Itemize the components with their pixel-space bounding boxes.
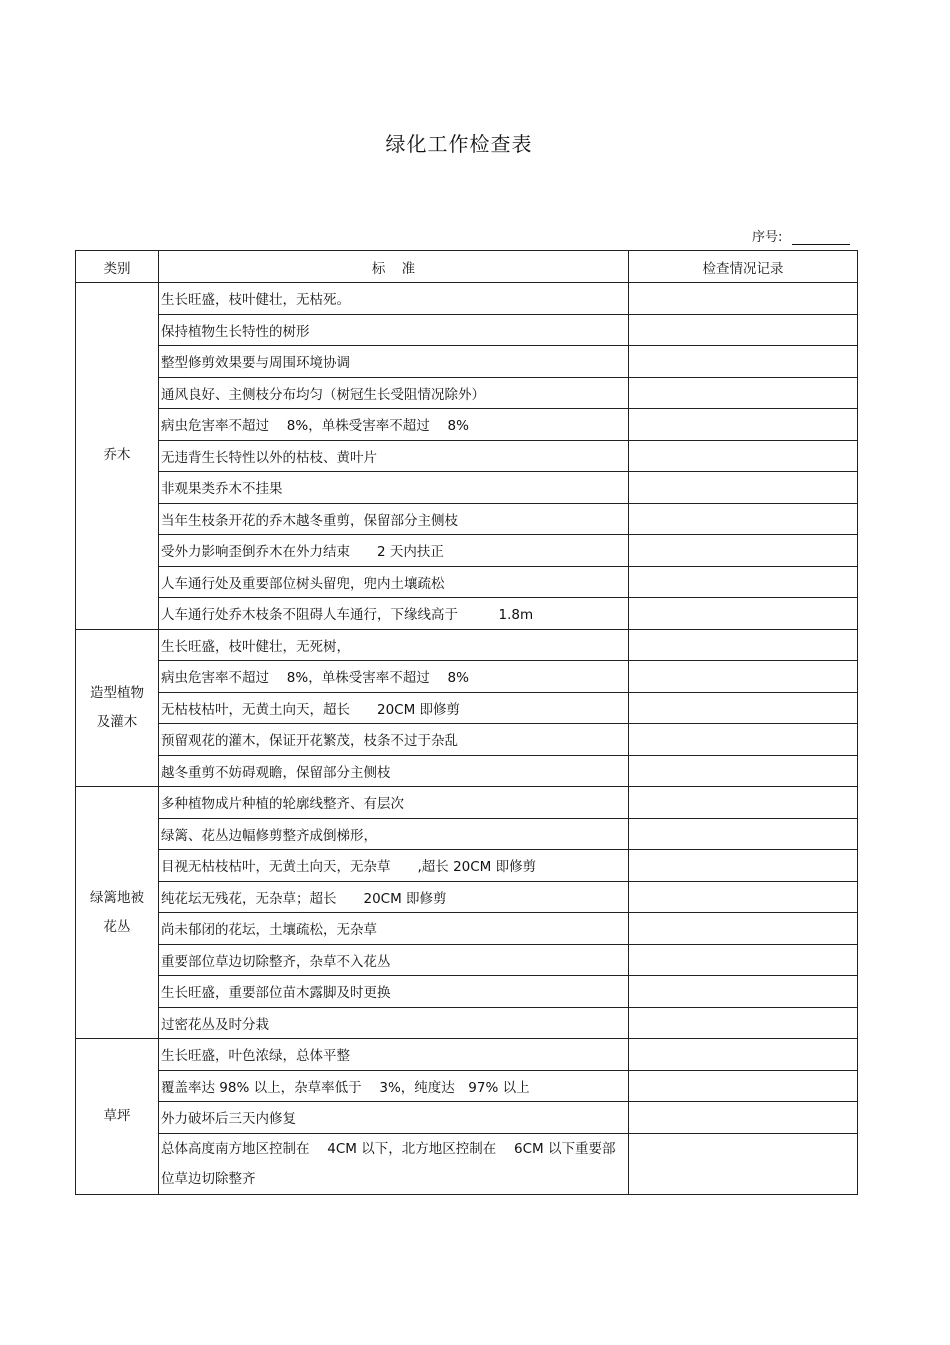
- record-cell[interactable]: [629, 787, 858, 819]
- record-cell[interactable]: [629, 283, 858, 315]
- record-cell[interactable]: [629, 440, 858, 472]
- record-cell[interactable]: [629, 472, 858, 504]
- table-row: [76, 566, 858, 598]
- serial-number-field: [752, 226, 850, 245]
- standard-cell: 越冬重剪不妨碍观瞻，保留部分主侧枝: [159, 755, 629, 787]
- table-row: [76, 850, 858, 882]
- record-cell[interactable]: [629, 881, 858, 913]
- standard-cell: 通风良好、主侧枝分布均匀（树冠生长受阻情况除外）: [159, 377, 629, 409]
- table-row: [76, 944, 858, 976]
- standard-cell: 纯花坛无残花，无杂草；超长 20CM 即修剪: [159, 881, 629, 913]
- record-cell[interactable]: [629, 409, 858, 441]
- standard-cell: 生长旺盛，枝叶健壮，无枯死。: [159, 283, 629, 315]
- table-row: [76, 535, 858, 567]
- record-cell[interactable]: [629, 566, 858, 598]
- record-cell[interactable]: [629, 1102, 858, 1134]
- standard-cell: 重要部位草边切除整齐，杂草不入花丛: [159, 944, 629, 976]
- standard-cell: 无枯枝枯叶，无黄土向天，超长 20CM 即修剪: [159, 692, 629, 724]
- table-row: [76, 724, 858, 756]
- record-cell[interactable]: [629, 503, 858, 535]
- table-row: [76, 976, 858, 1008]
- table-row: [76, 503, 858, 535]
- table-row: [76, 692, 858, 724]
- standard-cell: 受外力影响歪倒乔木在外力结束 2 天内扶正: [159, 535, 629, 567]
- standard-cell: 病虫危害率不超过 8%，单株受害率不超过 8%: [159, 661, 629, 693]
- table-row: [76, 1039, 858, 1071]
- standard-cell: 绿篱、花丛边幅修剪整齐成倒梯形，: [159, 818, 629, 850]
- record-cell[interactable]: [629, 346, 858, 378]
- record-cell[interactable]: [629, 629, 858, 661]
- table-row: [76, 440, 858, 472]
- record-cell[interactable]: [629, 598, 858, 630]
- serial-label: 序号:: [752, 230, 783, 245]
- record-cell[interactable]: [629, 1007, 858, 1039]
- table-row: [76, 1133, 858, 1194]
- table-row: [76, 661, 858, 693]
- record-cell[interactable]: [629, 818, 858, 850]
- table-row: [76, 787, 858, 819]
- table-row: [76, 913, 858, 945]
- record-cell[interactable]: [629, 944, 858, 976]
- table-row: [76, 283, 858, 315]
- record-cell[interactable]: [629, 976, 858, 1008]
- standard-cell: 过密花丛及时分栽: [159, 1007, 629, 1039]
- record-cell[interactable]: [629, 850, 858, 882]
- page-title: 绿化工作检查表: [385, 132, 533, 156]
- standard-cell: 当年生枝条开花的乔木越冬重剪，保留部分主侧枝: [159, 503, 629, 535]
- table-row: [76, 314, 858, 346]
- table-row: [76, 598, 858, 630]
- standard-cell: 多种植物成片种植的轮廓线整齐、有层次: [159, 787, 629, 819]
- table-row: [76, 629, 858, 661]
- standard-cell: 整型修剪效果要与周围环境协调: [159, 346, 629, 378]
- header-category: 类别: [76, 251, 159, 283]
- record-cell[interactable]: [629, 913, 858, 945]
- record-cell[interactable]: [629, 314, 858, 346]
- record-cell[interactable]: [629, 377, 858, 409]
- standard-cell: 预留观花的灌木，保证开花繁茂，枝条不过于杂乱: [159, 724, 629, 756]
- record-cell[interactable]: [629, 535, 858, 567]
- standard-cell: 外力破坏后三天内修复: [159, 1102, 629, 1134]
- standard-cell: 非观果类乔木不挂果: [159, 472, 629, 504]
- standard-cell: 尚未郁闭的花坛，土壤疏松，无杂草: [159, 913, 629, 945]
- standard-cell: 生长旺盛，枝叶健壮，无死树，: [159, 629, 629, 661]
- record-cell[interactable]: [629, 1070, 858, 1102]
- header-record: 检查情况记录: [629, 251, 858, 283]
- table-row: [76, 1102, 858, 1134]
- table-row: [76, 472, 858, 504]
- table-row: [76, 409, 858, 441]
- category-cell: 乔木: [76, 283, 159, 630]
- category-cell: 造型植物及灌木: [76, 629, 159, 787]
- standard-cell: 总体高度南方地区控制在 4CM 以下，北方地区控制在 6CM 以下重要部位草边切除整齐: [159, 1133, 629, 1194]
- record-cell[interactable]: [629, 1039, 858, 1071]
- record-cell[interactable]: [629, 1133, 858, 1194]
- inspection-table: [75, 250, 858, 1195]
- header-row: [76, 251, 858, 283]
- standard-cell: 保持植物生长特性的树形: [159, 314, 629, 346]
- standard-cell: 目视无枯枝枯叶，无黄土向天，无杂草 ,超长 20CM 即修剪: [159, 850, 629, 882]
- table-row: [76, 377, 858, 409]
- table-row: [76, 1007, 858, 1039]
- standard-cell: 人车通行处乔木枝条不阻碍人车通行，下缘线高于 1.8m: [159, 598, 629, 630]
- standard-cell: 覆盖率达 98% 以上，杂草率低于 3%，纯度达 97% 以上: [159, 1070, 629, 1102]
- standard-cell: 生长旺盛，叶色浓绿，总体平整: [159, 1039, 629, 1071]
- table-row: [76, 346, 858, 378]
- record-cell[interactable]: [629, 692, 858, 724]
- standard-cell: 生长旺盛，重要部位苗木露脚及时更换: [159, 976, 629, 1008]
- category-cell: 草坪: [76, 1039, 159, 1195]
- record-cell[interactable]: [629, 724, 858, 756]
- standard-cell: 病虫危害率不超过 8%，单株受害率不超过 8%: [159, 409, 629, 441]
- serial-blank-line[interactable]: [792, 230, 850, 245]
- table-row: [76, 881, 858, 913]
- table-row: [76, 818, 858, 850]
- header-standard: 标 准: [159, 251, 629, 283]
- table-row: [76, 1070, 858, 1102]
- table-row: [76, 755, 858, 787]
- standard-cell: 人车通行处及重要部位树头留兜，兜内土壤疏松: [159, 566, 629, 598]
- record-cell[interactable]: [629, 661, 858, 693]
- standard-cell: 无违背生长特性以外的枯枝、黄叶片: [159, 440, 629, 472]
- category-cell: 绿篱地被花丛: [76, 787, 159, 1039]
- record-cell[interactable]: [629, 755, 858, 787]
